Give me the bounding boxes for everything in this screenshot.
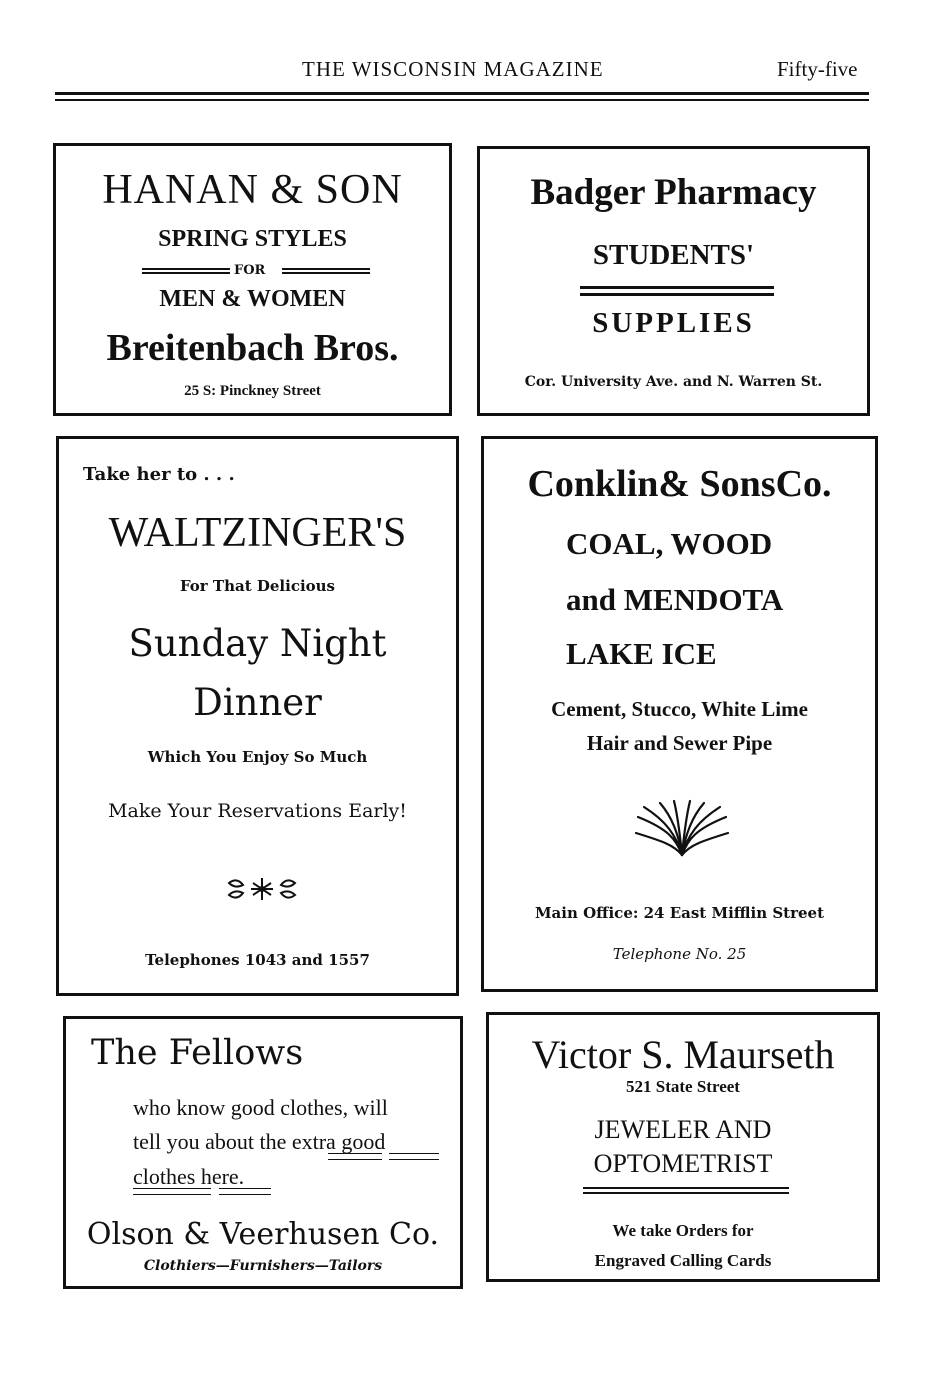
ad-fellows-line3: clothes here.	[133, 1164, 245, 1189]
ad-hanan-and-son	[53, 143, 452, 416]
ad-maurseth-cards: Engraved Calling Cards	[594, 1251, 772, 1270]
header-rule-top	[55, 92, 869, 95]
ad-hanan-for-divider	[142, 263, 370, 279]
ad-badger-pharmacy	[477, 146, 870, 416]
page-number: Fifty-five	[777, 57, 858, 81]
ad-maurseth-optometrist: OPTOMETRIST	[593, 1149, 773, 1178]
ad-conklin-office: Main Office: 24 East Mifflin Street	[534, 904, 825, 922]
ad-fellows-underline	[389, 1153, 439, 1160]
ad-waltzinger-telephones: Telephones 1043 and 1557	[145, 951, 370, 969]
ad-waltzinger-intro: Take her to . . .	[83, 464, 235, 485]
ad-fellows-name: The Fellows	[91, 1033, 304, 1073]
ad-waltzinger-delicious: For That Delicious	[179, 577, 336, 595]
ad-badger-divider	[580, 286, 774, 296]
ad-fellows-line2: tell you about the extra good	[133, 1129, 386, 1154]
ad-hanan-spring-styles: SPRING STYLES	[158, 226, 347, 252]
ad-hanan-for: FOR	[234, 263, 266, 278]
ad-badger-name: Badger Pharmacy	[530, 172, 817, 213]
ad-hanan-address: 25 S: Pinckney Street	[184, 383, 321, 399]
ad-hanan-dealer: Breitenbach Bros.	[106, 327, 399, 369]
ad-conklin-mendota: and MENDOTA	[566, 582, 784, 617]
ad-fellows-line1: who know good clothes, will	[133, 1095, 388, 1120]
ad-maurseth-name: Victor S. Maurseth	[531, 1032, 835, 1077]
ad-conklin-telephone: Telephone No. 25	[612, 945, 747, 963]
ad-maurseth-address: 521 State Street	[626, 1077, 740, 1096]
header-rule-bottom	[55, 99, 869, 101]
ad-waltzinger-dinner: Dinner	[193, 681, 322, 724]
ad-fellows-trades: Clothiers—Furnishers—Tailors	[143, 1258, 383, 1274]
ad-conklin-lake-ice: LAKE ICE	[566, 636, 717, 671]
ad-waltzingers	[56, 436, 459, 996]
page-header	[0, 52, 944, 92]
ad-fellows-store: Olson & Veerhusen Co.	[86, 1217, 440, 1252]
ad-waltzinger-name: WALTZINGER'S	[108, 510, 407, 556]
ad-badger-address: Cor. University Ave. and N. Warren St.	[524, 374, 823, 390]
ad-maurseth-divider	[583, 1187, 789, 1194]
ad-hanan-men-women: MEN & WOMEN	[159, 286, 346, 312]
ornament-icon	[632, 799, 732, 859]
ad-maurseth-jeweler: JEWELER AND	[594, 1115, 772, 1144]
ad-conklin-pipe: Hair and Sewer Pipe	[586, 731, 773, 755]
ad-waltzinger-enjoy: Which You Enjoy So Much	[147, 748, 368, 766]
ad-waltzinger-sunday-night: Sunday Night	[128, 622, 387, 665]
ad-waltzinger-reservations: Make Your Reservations Early!	[108, 800, 407, 822]
magazine-title: THE WISCONSIN MAGAZINE	[302, 57, 604, 81]
ad-conklin-coal-wood: COAL, WOOD	[566, 526, 773, 561]
ad-conklin-name: Conklin& SonsCo.	[527, 463, 832, 505]
ad-maurseth-orders: We take Orders for	[612, 1221, 754, 1240]
ad-conklin-cement: Cement, Stucco, White Lime	[551, 697, 808, 721]
ad-victor-maurseth	[486, 1012, 880, 1282]
ad-fellows-underline	[219, 1188, 271, 1195]
ad-hanan-name: HANAN & SON	[102, 167, 403, 213]
ad-badger-students: STUDENTS'	[592, 239, 755, 271]
ornament-icon	[225, 875, 299, 903]
ad-badger-supplies: SUPPLIES	[592, 307, 755, 339]
ad-fellows-underline	[133, 1188, 211, 1195]
ad-fellows-underline	[328, 1153, 382, 1160]
ad-the-fellows	[63, 1016, 463, 1289]
ad-conklin-and-sons	[481, 436, 878, 992]
